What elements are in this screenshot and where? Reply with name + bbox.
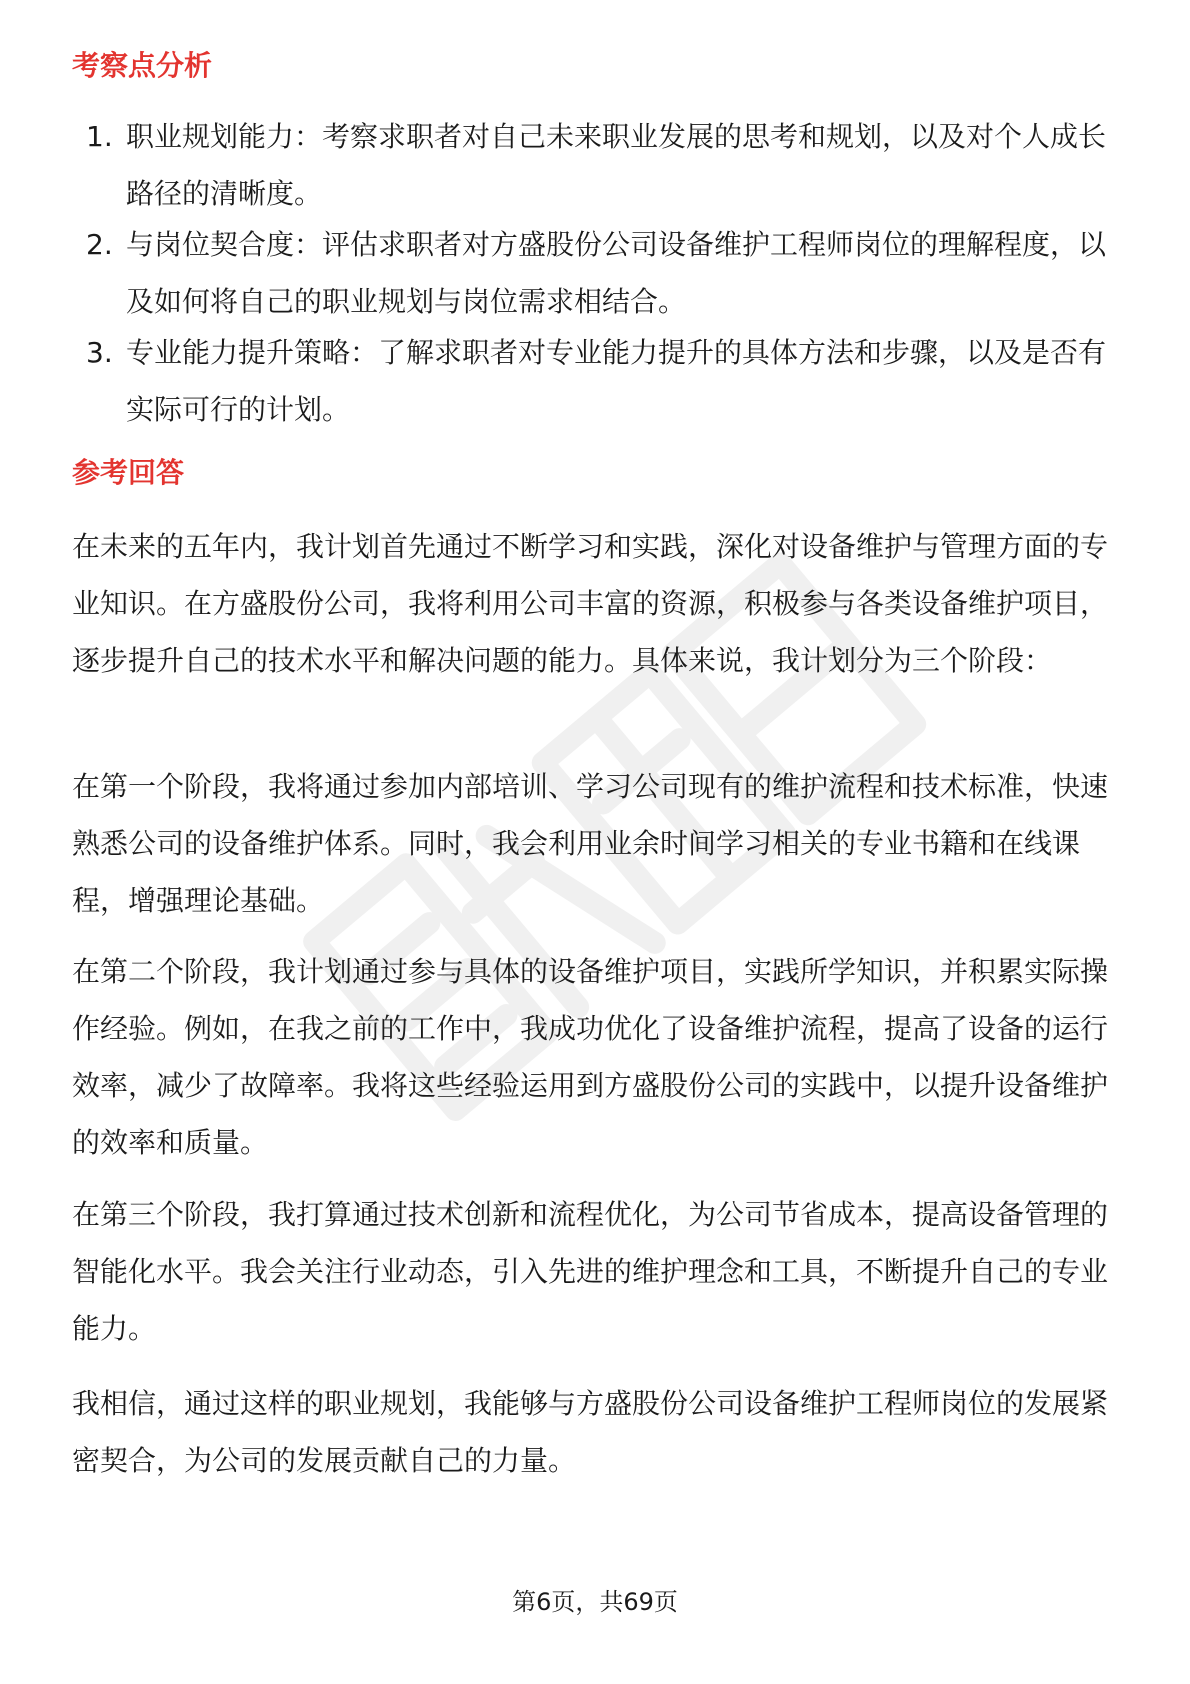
answer-paragraph: 在未来的五年内，我计划首先通过不断学习和实践，深化对设备维护与管理方面的专业知识。在方盛股份公司，我将利用公司丰富的资源，积极参与各类设备维护项目，逐步提升自己的技术水平和解决问题的能力。具体来说，我计划分为三个阶段： [72,530,1109,677]
list-item [86,216,1126,330]
list-item-text: 专业能力提升策略：了解求职者对专业能力提升的具体方法和步骤，以及是否有实际可行的计划。 [126,336,1107,426]
list-item [86,108,1126,222]
answer-paragraph: 在第一个阶段，我将通过参加内部培训、学习公司现有的维护流程和技术标准，快速熟悉公司的设备维护体系。同时，我会利用业余时间学习相关的专业书籍和在线课程，增强理论基础。 [72,770,1109,917]
list-item-text: 职业规划能力：考察求职者对自己未来职业发展的思考和规划，以及对个人成长路径的清晰度。 [126,120,1107,210]
answer-section-title: 参考回答 [72,456,185,489]
list-item-text: 与岗位契合度：评估求职者对方盛股份公司设备维护工程师岗位的理解程度，以及如何将自己的职业规划与岗位需求相结合。 [126,228,1107,318]
page-number-footer: 第6页，共69页 [512,1588,678,1616]
answer-paragraph: 在第二个阶段，我计划通过参与具体的设备维护项目，实践所学知识，并积累实际操作经验。例如，在我之前的工作中，我成功优化了设备维护流程，提高了设备的运行效率，减少了故障率。我将这些经验运用到方盛股份公司的实践中，以提升设备维护的效率和质量。 [72,955,1109,1159]
list-item [86,324,1126,438]
answer-paragraph: 我相信，通过这样的职业规划，我能够与方盛股份公司设备维护工程师岗位的发展紧密契合，为公司的发展贡献自己的力量。 [72,1387,1109,1477]
list-item-number: 1. [86,120,113,153]
list-item-number: 2. [86,228,113,261]
list-item-number: 3. [86,336,113,369]
analysis-section-title: 考察点分析 [72,49,213,82]
answer-paragraph: 在第三个阶段，我打算通过技术创新和流程优化，为公司节省成本，提高设备管理的智能化水平。我会关注行业动态，引入先进的维护理念和工具，不断提升自己的专业能力。 [72,1198,1109,1345]
